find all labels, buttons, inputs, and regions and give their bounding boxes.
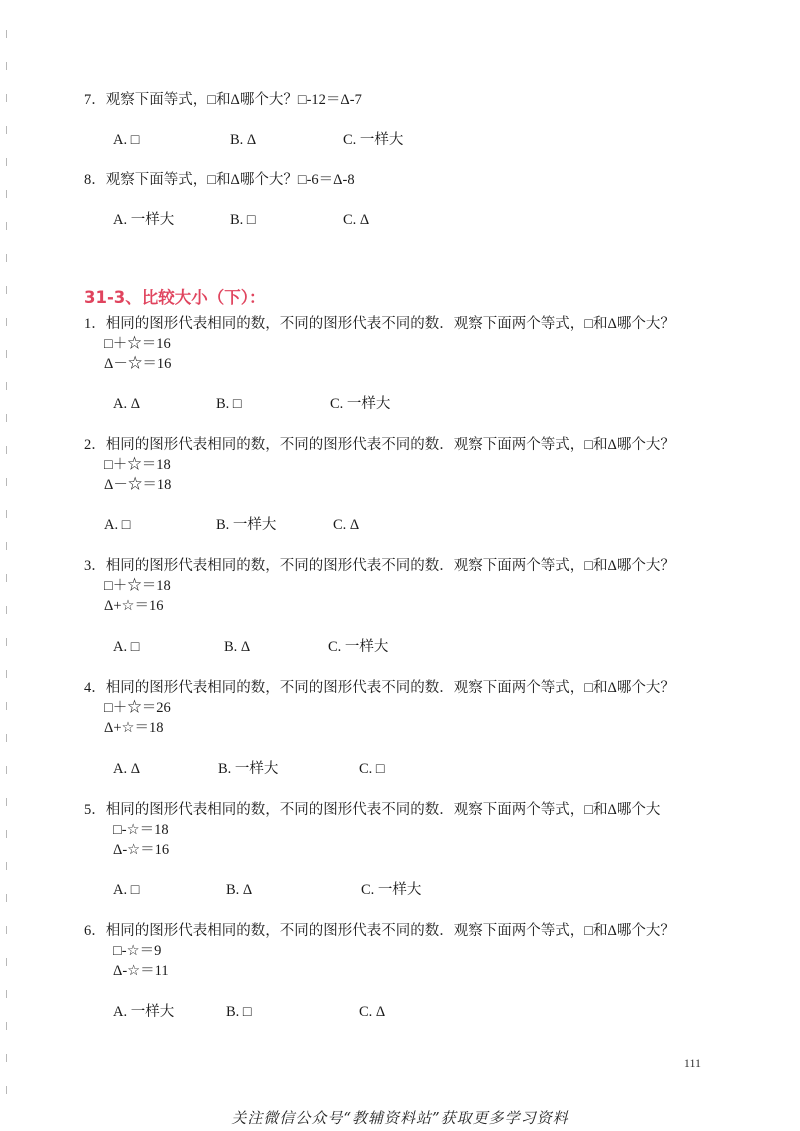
- question-4-equation-2: Δ+☆＝18: [104, 720, 164, 736]
- question-7-option-b: B. Δ: [230, 132, 257, 148]
- question-8-option-a: A. 一样大: [113, 212, 175, 228]
- margin-tick: [6, 478, 7, 486]
- margin-tick: [6, 126, 7, 134]
- margin-tick: [6, 606, 7, 614]
- question-6-option-c: C. Δ: [359, 1004, 386, 1020]
- question-8-text: 8．观察下面等式，□和Δ哪个大？□-6＝Δ-8: [84, 172, 355, 188]
- margin-tick: [6, 30, 7, 38]
- margin-tick: [6, 702, 7, 710]
- margin-tick: [6, 382, 7, 390]
- question-2-option-a: A. □: [104, 517, 131, 533]
- question-1-equation-2: Δ－☆＝16: [104, 356, 172, 372]
- question-5-text: 5．相同的图形代表相同的数，不同的图形代表不同的数．观察下面两个等式，□和Δ哪个大: [84, 802, 661, 818]
- margin-tick: [6, 1054, 7, 1062]
- margin-tick: [6, 766, 7, 774]
- margin-tick: [6, 734, 7, 742]
- margin-tick: [6, 958, 7, 966]
- question-3-equation-1: □＋☆＝18: [104, 578, 171, 594]
- section-title: 31-3、比较大小（下）：: [84, 288, 266, 307]
- question-8-option-c: C. Δ: [343, 212, 370, 228]
- question-1-option-a: A. Δ: [113, 396, 141, 412]
- question-3-option-a: A. □: [113, 639, 140, 655]
- question-1-text: 1．相同的图形代表相同的数，不同的图形代表不同的数．观察下面两个等式，□和Δ哪个大？: [84, 316, 675, 332]
- question-7-option-c: C. 一样大: [343, 132, 404, 148]
- margin-tick: [6, 62, 7, 70]
- margin-tick: [6, 830, 7, 838]
- margin-tick: [6, 894, 7, 902]
- margin-tick: [6, 286, 7, 294]
- margin-tick: [6, 542, 7, 550]
- question-1-option-b: B. □: [216, 396, 242, 412]
- margin-tick: [6, 350, 7, 358]
- question-6-equation-2: Δ-☆＝11: [113, 963, 169, 979]
- question-3-option-b: B. Δ: [224, 639, 251, 655]
- page-number: 111: [683, 1056, 701, 1070]
- question-2-option-c: C. Δ: [333, 517, 360, 533]
- question-6-text: 6．相同的图形代表相同的数，不同的图形代表不同的数．观察下面两个等式，□和Δ哪个大？: [84, 923, 675, 939]
- margin-tick: [6, 990, 7, 998]
- question-6-option-b: B. □: [226, 1004, 252, 1020]
- margin-tick: [6, 94, 7, 102]
- question-3-option-c: C. 一样大: [328, 639, 389, 655]
- margin-tick: [6, 510, 7, 518]
- question-4-equation-1: □＋☆＝26: [104, 700, 171, 716]
- margin-tick: [6, 446, 7, 454]
- margin-tick: [6, 158, 7, 166]
- question-1-equation-1: □＋☆＝16: [104, 336, 171, 352]
- margin-tick: [6, 798, 7, 806]
- margin-tick: [6, 1022, 7, 1030]
- margin-tick: [6, 318, 7, 326]
- question-4-option-b: B. 一样大: [218, 761, 279, 777]
- question-2-equation-1: □＋☆＝18: [104, 457, 171, 473]
- question-5-option-a: A. □: [113, 882, 140, 898]
- question-5-equation-1: □-☆＝18: [113, 822, 169, 838]
- question-5-equation-2: Δ-☆＝16: [113, 842, 170, 858]
- question-4-option-a: A. Δ: [113, 761, 141, 777]
- question-2-option-b: B. 一样大: [216, 517, 277, 533]
- margin-tick: [6, 574, 7, 582]
- question-5-option-b: B. Δ: [226, 882, 253, 898]
- question-4-option-c: C. □: [359, 761, 385, 777]
- footer-watermark: 关注微信公众号“教辅资料站”获取更多学习资料: [231, 1109, 569, 1127]
- question-6-option-a: A. 一样大: [113, 1004, 175, 1020]
- margin-tick: [6, 222, 7, 230]
- question-5-option-c: C. 一样大: [361, 882, 422, 898]
- margin-tick: [6, 670, 7, 678]
- question-7-option-a: A. □: [113, 132, 140, 148]
- question-3-text: 3．相同的图形代表相同的数，不同的图形代表不同的数．观察下面两个等式，□和Δ哪个大？: [84, 558, 675, 574]
- question-2-text: 2．相同的图形代表相同的数，不同的图形代表不同的数．观察下面两个等式，□和Δ哪个大？: [84, 437, 675, 453]
- question-4-text: 4．相同的图形代表相同的数，不同的图形代表不同的数．观察下面两个等式，□和Δ哪个大？: [84, 680, 675, 696]
- margin-tick: [6, 414, 7, 422]
- margin-tick: [6, 862, 7, 870]
- question-1-option-c: C. 一样大: [330, 396, 391, 412]
- question-2-equation-2: Δ－☆＝18: [104, 477, 172, 493]
- margin-tick: [6, 1086, 7, 1094]
- margin-tick: [6, 190, 7, 198]
- question-3-equation-2: Δ+☆＝16: [104, 598, 164, 614]
- margin-tick: [6, 926, 7, 934]
- question-8-option-b: B. □: [230, 212, 256, 228]
- question-7-text: 7．观察下面等式，□和Δ哪个大？□-12＝Δ-7: [84, 92, 362, 108]
- margin-tick: [6, 254, 7, 262]
- question-6-equation-1: □-☆＝9: [113, 943, 162, 959]
- binding-margin-ticks: [6, 30, 10, 1110]
- margin-tick: [6, 638, 7, 646]
